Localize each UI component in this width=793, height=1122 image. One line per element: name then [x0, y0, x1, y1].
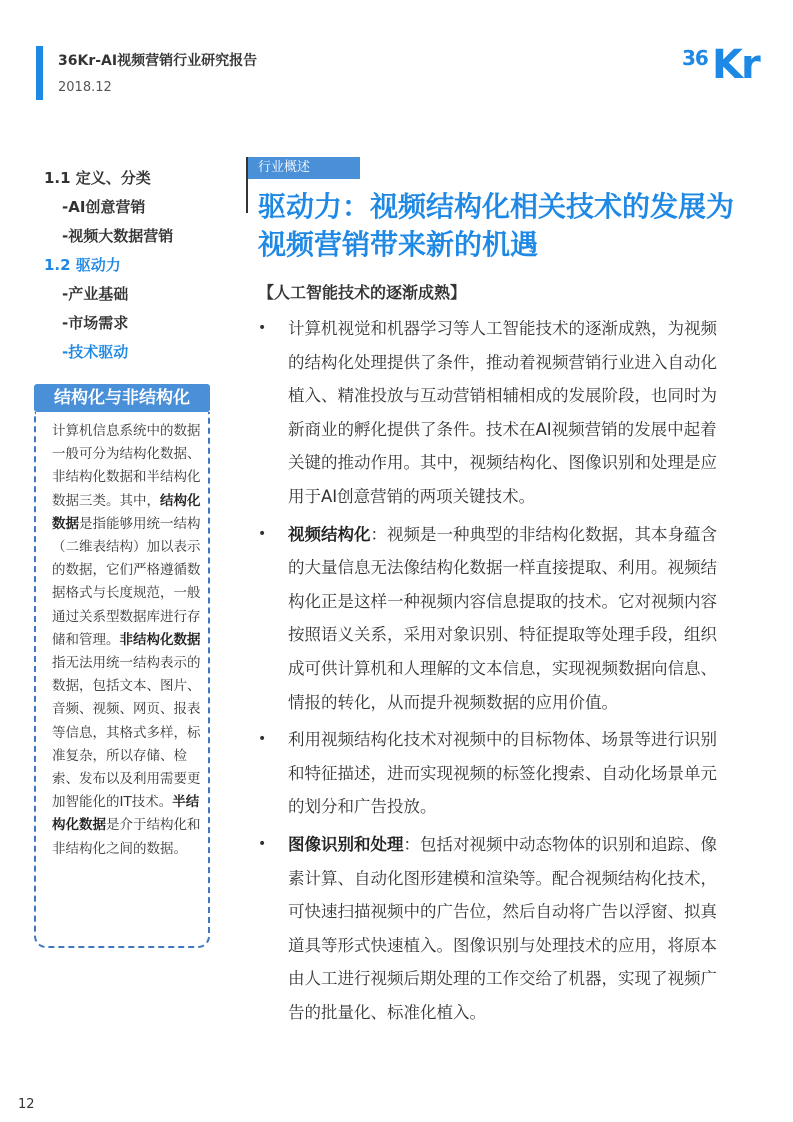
bullet-icon: •: [258, 835, 267, 852]
36kr-logo: [682, 40, 766, 94]
page-title: 驱动力：视频结构化相关技术的发展为视频营销带来新的机遇: [258, 190, 735, 261]
toc-item-ai-creative[interactable]: -AI创意营销: [62, 198, 146, 216]
report-title: 36Kr-AI视频营销行业研究报告: [58, 53, 258, 69]
toc-item-tech-driven[interactable]: -技术驱动: [62, 343, 129, 361]
sidebar-title: 结构化与非结构化: [34, 384, 210, 412]
list-item: • 利用视频结构化技术对视频中的目标物体、场景等进行识别和特征描述，进而实现视频的标签化搜索、自动化场景单元的划分和广告投放。: [252, 723, 722, 824]
toc-item-market-demand[interactable]: -市场需求: [62, 314, 129, 332]
page-number: 12: [18, 1097, 35, 1112]
section-heading: 【人工智能技术的逐渐成熟】: [258, 283, 467, 302]
report-date: 2018.12: [58, 80, 112, 95]
bullet-icon: •: [258, 525, 267, 542]
bullet-icon: •: [258, 731, 267, 748]
header-accent-bar: [36, 46, 43, 100]
section-tag: 行业概述: [248, 157, 360, 179]
toc-item-video-bigdata[interactable]: -视频大数据营销: [62, 227, 174, 245]
table-of-contents: [44, 164, 234, 367]
list-item: • 计算机视觉和机器学习等人工智能技术的逐渐成熟，为视频的结构化处理提供了条件，推动着视频营销行业进入自动化植入、精准投放与互动营销相辅相成的发展阶段，也同时为新商业的孵化提供了条件。技术在AI视频营销的发展中起着关键的推动作用。其中，视频结构化、图像识别和处理是应用于AI创意营销的两项关键技术。: [252, 312, 722, 514]
toc-item-industry-base[interactable]: -产业基础: [62, 285, 129, 303]
list-item: • 图像识别和处理：包括对视频中动态物体的识别和追踪、像素计算、自动化图形建模和渲染等。配合视频结构化技术，可快速扫描视频中的广告位，然后自动将广告以浮窗、拟真道具等形式快速植入。图像识别与处理技术的应用，将原本由人工进行视频后期处理的工作交给了机器，实现了视频广告的批量化、标准化植入。: [252, 828, 722, 1030]
bullet-icon: •: [258, 320, 267, 336]
bullet-list: [252, 312, 722, 1033]
list-item: • 视频结构化：视频是一种典型的非结构化数据，其本身蕴含的大量信息无法像结构化数据一样直接提取、利用。视频结构化正是这样一种视频内容信息提取的技术。它对视频内容按照语义关系，采用对象识别、特征提取等处理手段，组织成可供计算机和人理解的文本信息，实现视频数据向信息、情报的转化，从而提升视频数据的应用价值。: [252, 518, 722, 720]
toc-item-definition[interactable]: 1.1 定义、分类: [44, 169, 151, 187]
sidebar-text: 计算机信息系统中的数据一般可分为结构化数据、非结构化数据和半结构化数据三类。其中，结构化数据是指能够用统一结构（二维表结构）加以表示的数据，它们严格遵循数据格式与长度规范，一般通过关系型数据库进行存储和管理。非结构化数据指无法用统一结构表示的数据，包括文本、图片、音频、视频、网页、报表等信息，其格式多样，标准复杂，所以存储、检索、发布以及利用需要更加智能化的IT技术。半结构化数据是介于结构化和非结构化之间的数据。: [52, 423, 201, 857]
logo-number: 36: [682, 46, 708, 70]
logo-letters: Kr: [712, 42, 759, 88]
toc-item-driving-force[interactable]: 1.2 驱动力: [44, 256, 121, 274]
